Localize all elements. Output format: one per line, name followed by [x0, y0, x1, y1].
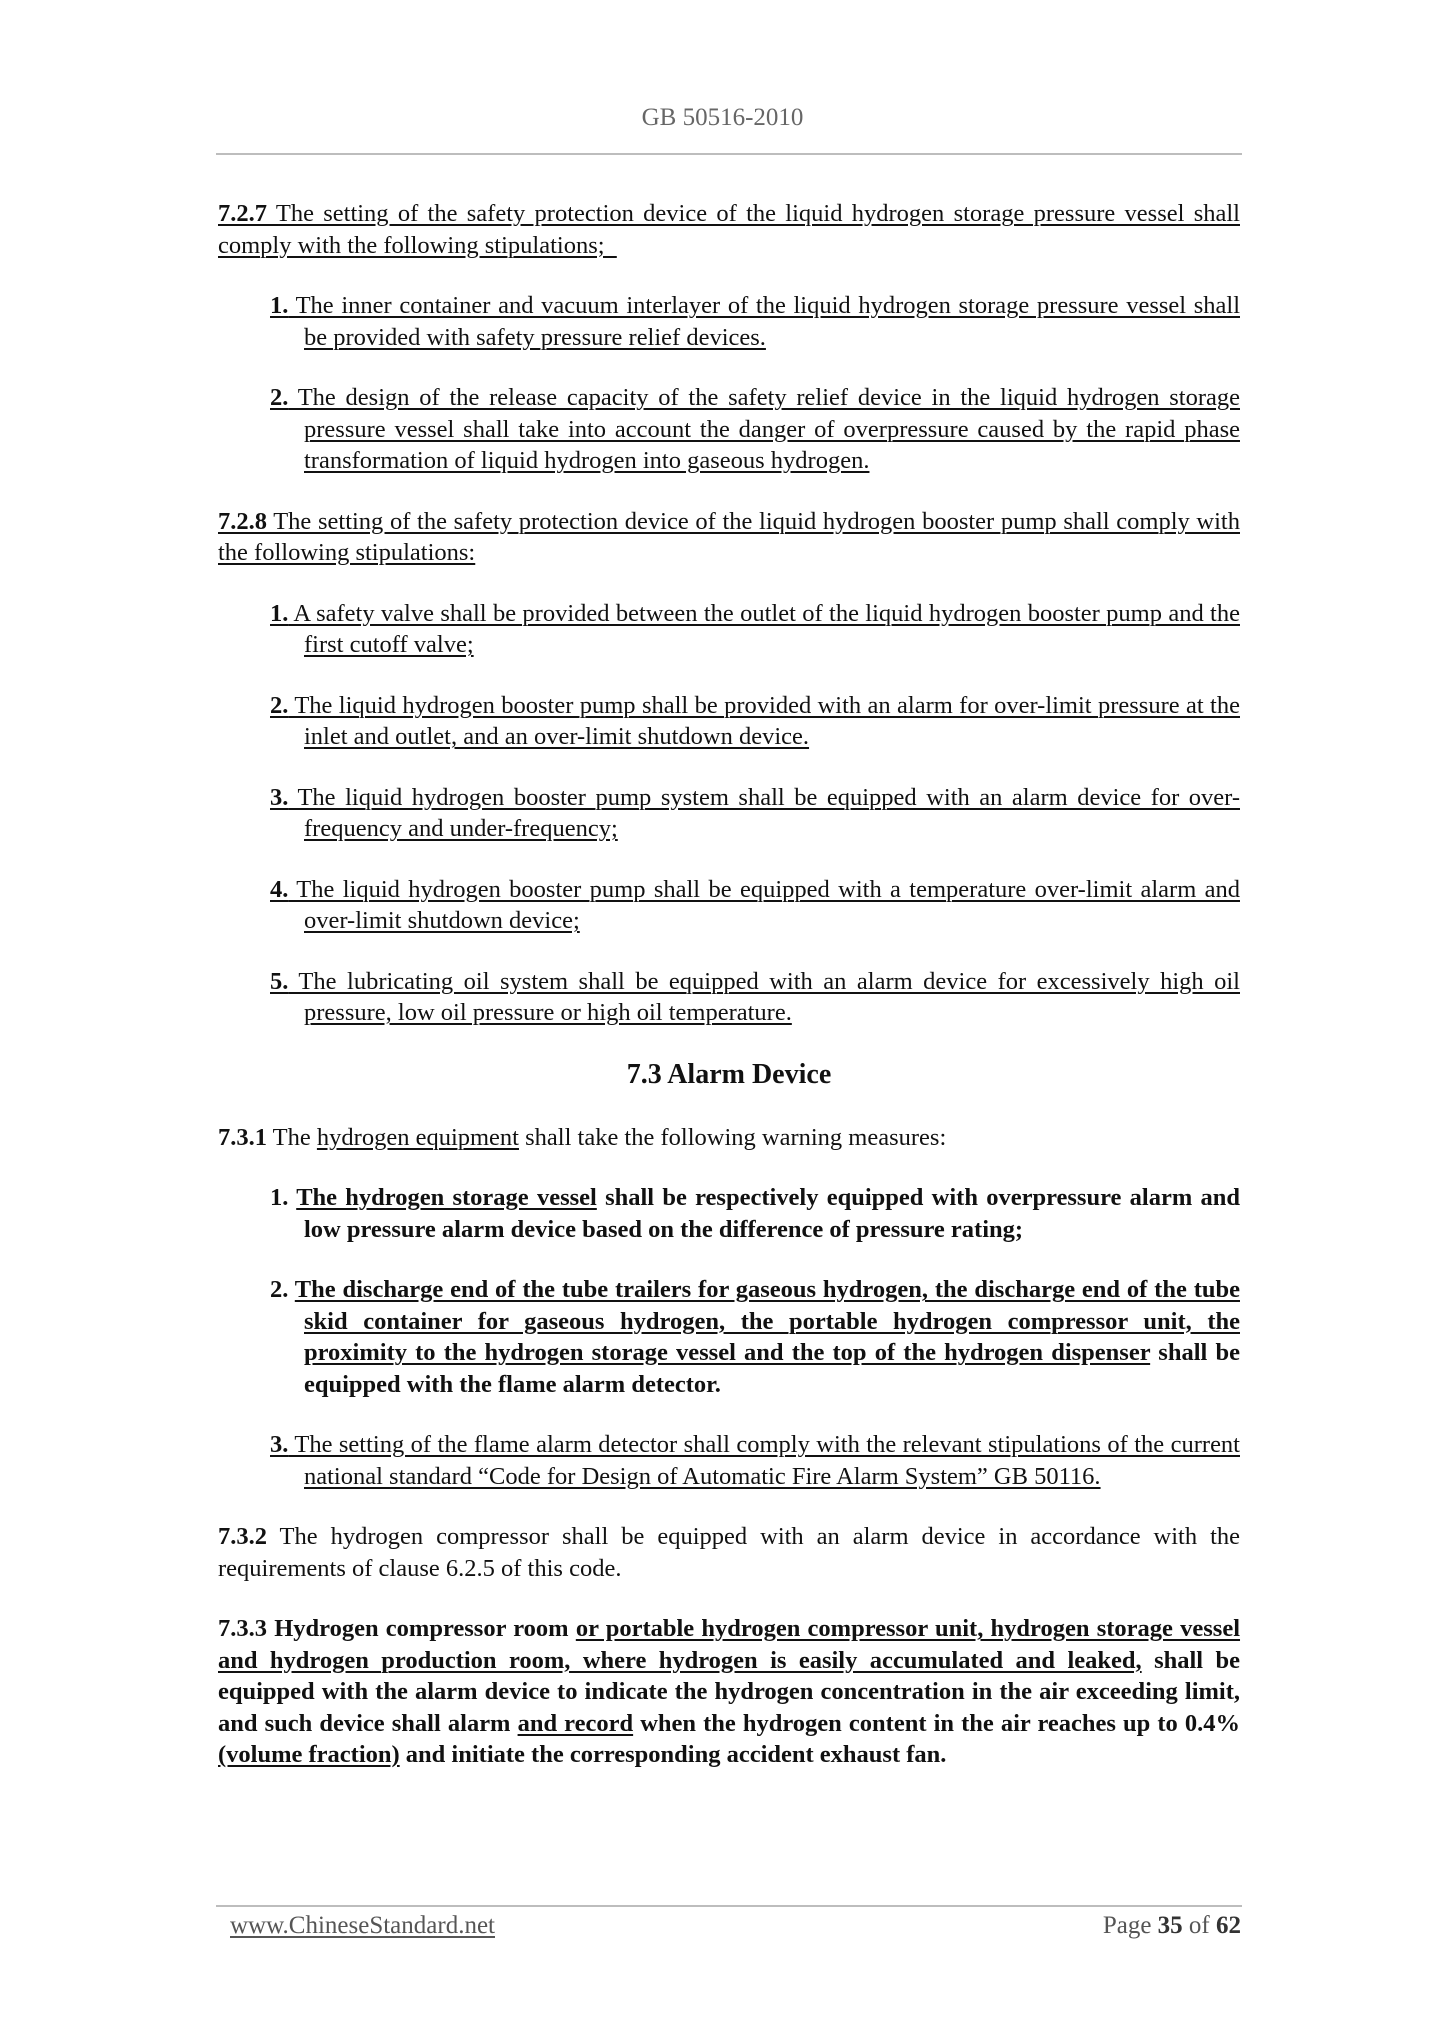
section-heading: 7.3 Alarm Device — [626, 1058, 832, 1090]
item-number: 1. — [270, 292, 289, 319]
list-item — [270, 966, 1240, 1029]
list-item — [270, 598, 1240, 661]
item-text: A safety valve shall be provided between the outlet of the liquid hydrogen booster pump and the first cutoff valve; — [288, 599, 1240, 658]
item-number: 3. — [270, 783, 289, 811]
list-item — [270, 1182, 1240, 1245]
item-number: 2. — [270, 691, 289, 719]
clause-text: The setting of the safety protection device of the liquid hydrogen booster pump shall comply with the following stipulations: — [218, 507, 1240, 566]
list-item — [270, 782, 1240, 845]
list-item — [270, 1429, 1240, 1492]
item-number: 3. — [270, 1431, 289, 1458]
clause-text: Hydrogen compressor room — [267, 1615, 576, 1642]
list-item — [270, 1274, 1240, 1400]
list-item — [270, 382, 1240, 477]
underlined-term: or portable hydrogen compressor unit, hydrogen storage vessel and hydrogen production room, where hydrogen is easily accumulated and leaked, — [218, 1615, 1241, 1674]
item-text: The lubricating oil system shall be equipped with an alarm device for excessively high oil pressure, low oil pressure or high oil temperature. — [288, 967, 1240, 1026]
clause-7-3-1 — [218, 1122, 1240, 1154]
page-indicator — [1103, 1912, 1241, 1940]
list-item — [270, 874, 1240, 937]
item-number: 2. — [270, 1276, 289, 1303]
page-total: 62 — [1216, 1912, 1241, 1939]
item-text: The liquid hydrogen booster pump system shall be equipped with an alarm device for over-frequency and under-frequency; — [288, 783, 1240, 842]
clause-number: 7.2.8 — [218, 507, 267, 535]
item-number: 4. — [270, 875, 289, 903]
of-word: of — [1188, 1912, 1210, 1939]
document-header-title: GB 50516-2010 — [641, 104, 804, 131]
item-number: 2. — [270, 384, 289, 411]
item-text: shall be respectively equipped with overpressure alarm and low pressure alarm device based on the difference of pressure rating; — [304, 1184, 1241, 1243]
clause-number: 7.3.3 — [218, 1615, 267, 1642]
list-item — [270, 290, 1240, 353]
item-text: The inner container and vacuum interlayer of the liquid hydrogen storage pressure vessel shall be provided with safety pressure relief devices. — [288, 292, 1240, 351]
item-number: 1. — [270, 599, 289, 627]
item-number: 1. — [270, 1184, 289, 1211]
item-text: The liquid hydrogen booster pump shall be equipped with a temperature over-limit alarm and over-limit shutdown device; — [288, 875, 1240, 934]
underlined-term: The discharge end of the tube trailers for gaseous hydrogen, the discharge end of the tube skid container for gaseous hydrogen, the portable hydrogen compressor unit, the proximity to the hydrogen storage vessel and the top of the hydrogen dispenser — [294, 1276, 1240, 1366]
clause-number: 7.2.7 — [218, 200, 267, 227]
clause-text: shall be equipped with the alarm device to indicate the hydrogen concentration in the air exceeding limit, and such device shall alarm — [218, 1646, 1241, 1737]
underlined-term: hydrogen equipment — [316, 1123, 519, 1151]
clause-text: The — [267, 1123, 317, 1151]
clause-7-2-8 — [218, 506, 1240, 569]
clause-text: and initiate the corresponding accident exhaust fan. — [399, 1741, 947, 1768]
item-text: The liquid hydrogen booster pump shall be provided with an alarm for over-limit pressure at the inlet and outlet, and an over-limit shutdown device. — [288, 691, 1240, 750]
footer-divider — [216, 1905, 1242, 1907]
page-current: 35 — [1157, 1912, 1183, 1939]
underlined-term: (volume fraction) — [218, 1741, 400, 1768]
website-link[interactable]: www.ChineseStandard.net — [230, 1912, 495, 1939]
underlined-term: and record — [517, 1709, 634, 1737]
underlined-term: The hydrogen storage vessel — [296, 1184, 597, 1211]
list-item — [270, 690, 1240, 753]
item-text: The setting of the flame alarm detector shall comply with the relevant stipulations of the current national standard “Code for Design of Automatic Fire Alarm System” GB 50116. — [288, 1431, 1240, 1490]
clause-text: The hydrogen compressor shall be equipped with an alarm device in accordance with the requirements of clause 6.2.5 of this code. — [218, 1523, 1240, 1582]
clause-text: shall take the following warning measures: — [518, 1123, 947, 1151]
clause-text: The setting of the safety protection device of the liquid hydrogen storage pressure vessel shall comply with the following stipulations; — [218, 200, 1240, 259]
header-divider — [216, 153, 1242, 155]
page-word: Page — [1102, 1912, 1152, 1939]
clause-number: 7.3.2 — [218, 1523, 267, 1550]
item-text: The design of the release capacity of the safety relief device in the liquid hydrogen storage pressure vessel shall take into account the danger of overpressure caused by the rapid phase transformation of liquid hydrogen into gaseous hydrogen. — [288, 384, 1240, 474]
clause-number: 7.3.1 — [218, 1123, 267, 1151]
item-text: shall be equipped with the flame alarm detector. — [304, 1339, 1240, 1398]
item-number: 5. — [270, 967, 289, 995]
clause-7-3-2 — [218, 1521, 1240, 1584]
clause-7-2-7 — [218, 198, 1240, 261]
clause-text: when the hydrogen content in the air reaches up to 0.4% — [633, 1709, 1240, 1737]
page-content — [218, 198, 1240, 1800]
clause-7-3-3 — [218, 1613, 1240, 1771]
